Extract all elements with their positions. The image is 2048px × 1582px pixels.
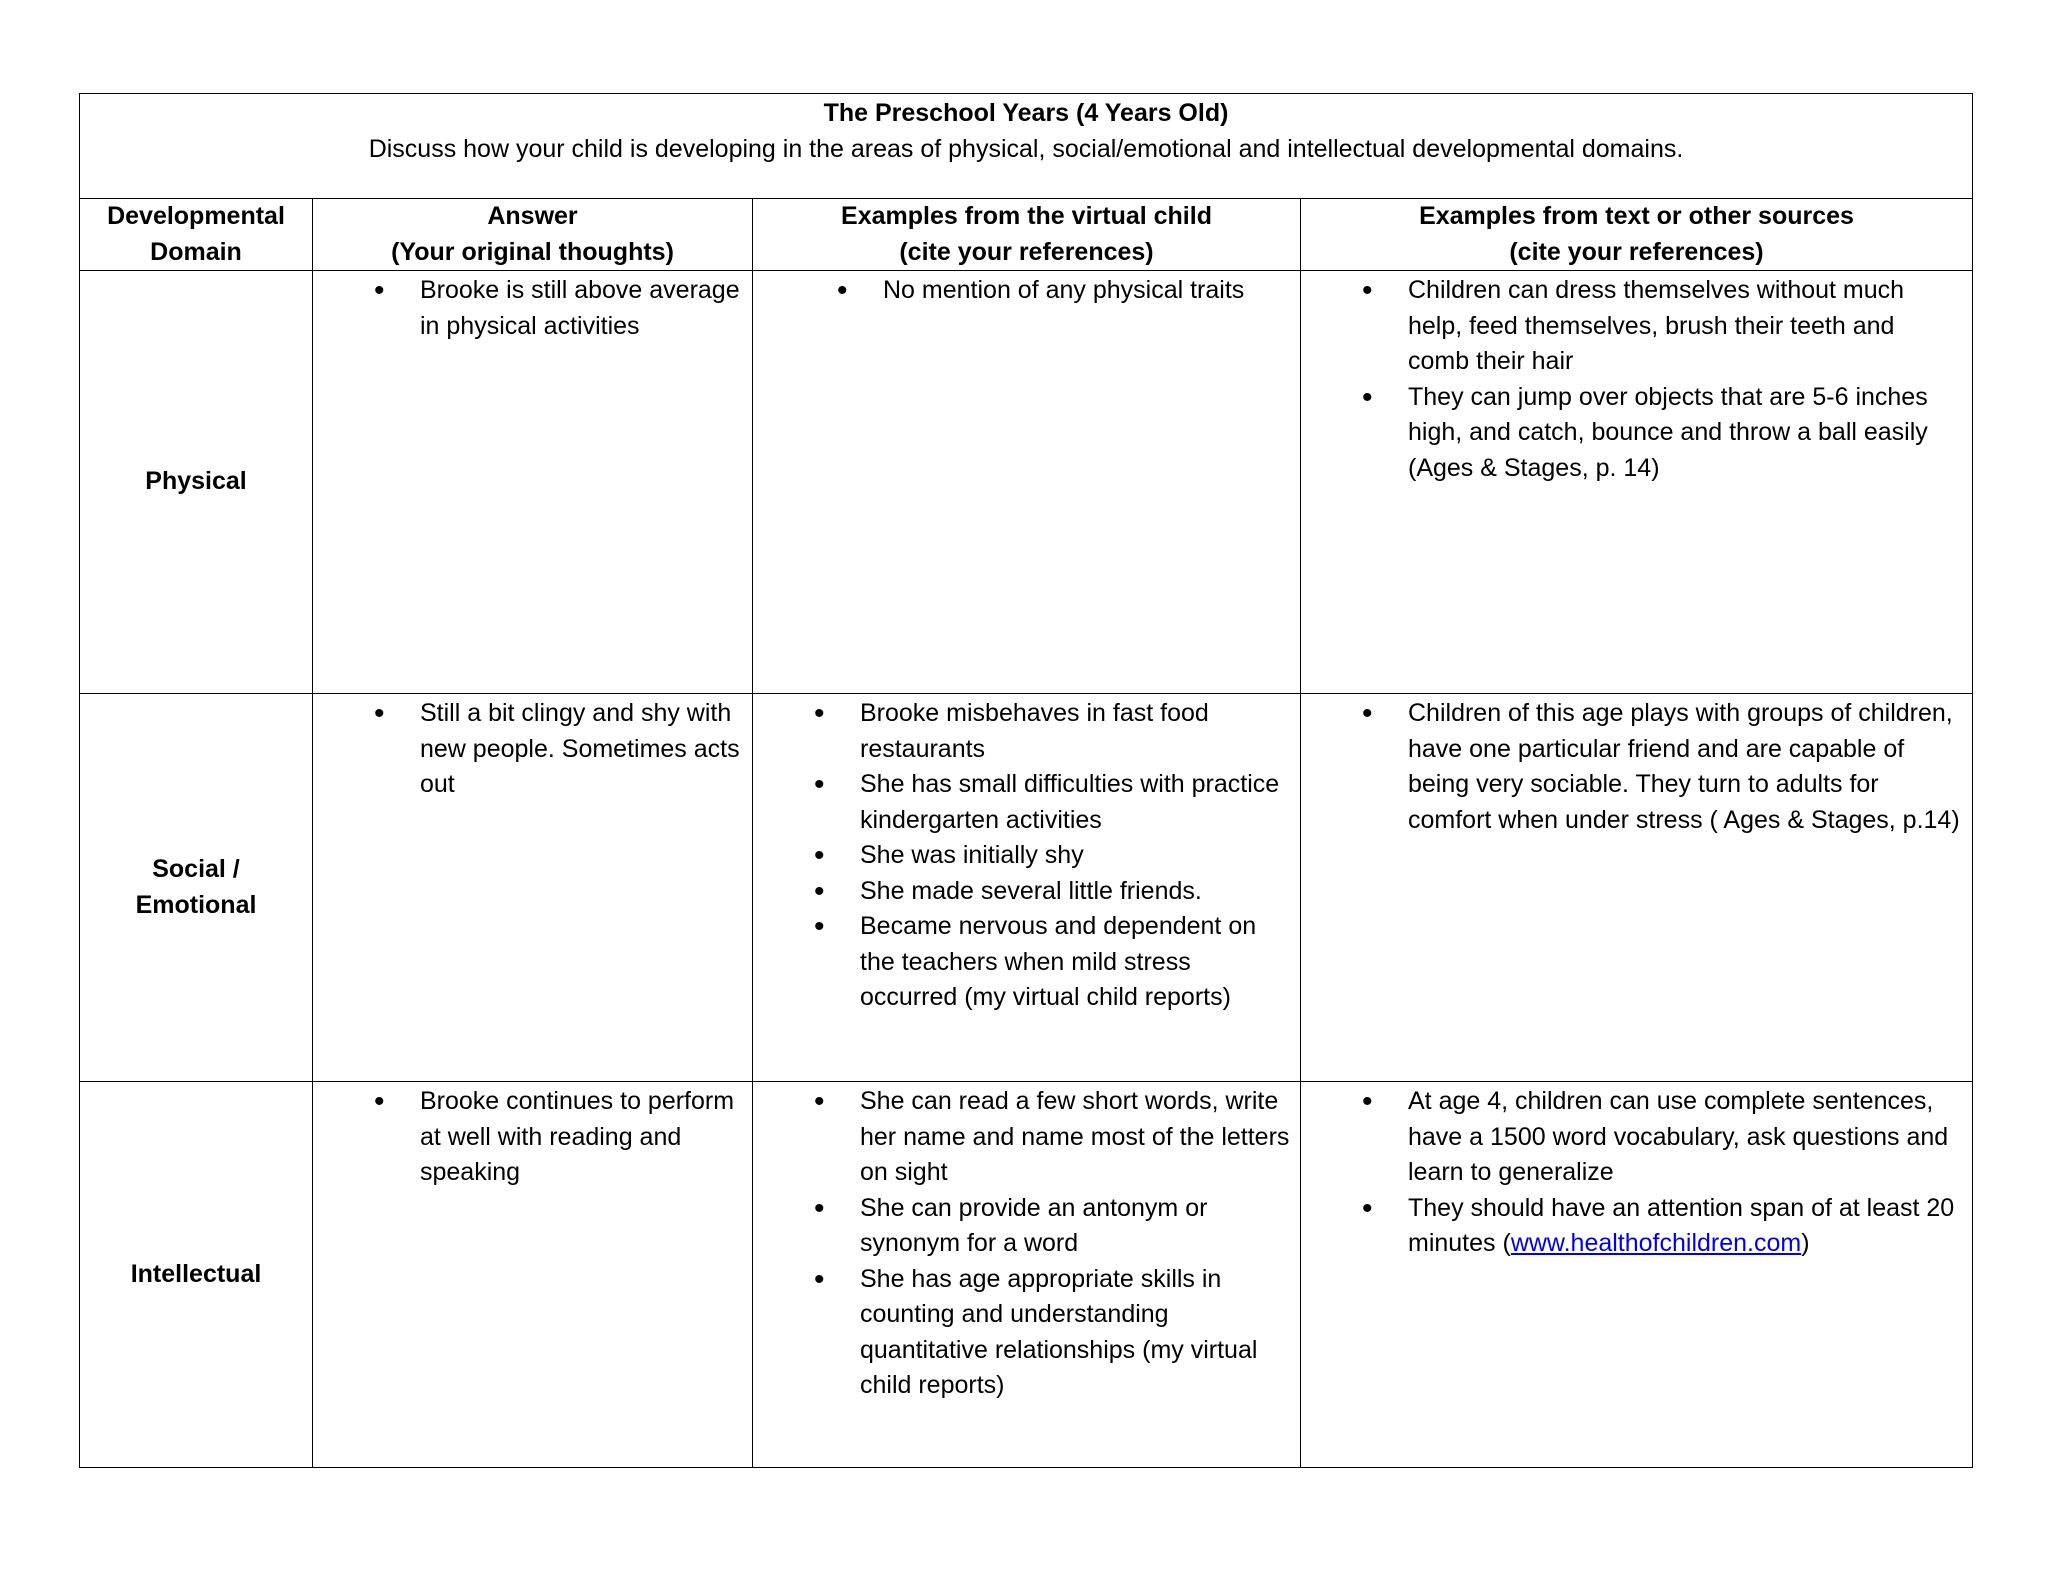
domain-intellectual: Intellectual [80,1082,313,1468]
list-item: • They should have an attention span of at least 20 minutes (www.healthofchildren.com) [1408,1191,1962,1262]
cell-social-text [1301,694,1973,1082]
list-item: • Became nervous and dependent on the teachers when mild stress occurred (my virtual child reports) [860,909,1290,1016]
list-item: • Brooke misbehaves in fast food restaurants [860,696,1290,767]
cell-intellectual-answer [313,1082,753,1468]
domain-physical: Physical [80,271,313,694]
page-title: The Preschool Years (4 Years Old) [823,99,1229,127]
cell-intellectual-virtual [753,1082,1301,1468]
domain-social-emotional: Social / Emotional [80,694,313,1082]
cell-physical-answer [313,271,753,694]
list-item: • She was initially shy [860,838,1290,874]
list-item: • Children of this age plays with groups of children, have one particular friend and are capable of being very sociable. They turn to adults for comfort when under stress ( Ages & Stages, p.14) [1408,696,1962,838]
list-item: • At age 4, children can use complete sentences, have a 1500 word vocabulary, ask questions and learn to generalize [1408,1084,1962,1191]
header-virtual-child: Examples from the virtual child (cite your references) [753,199,1301,271]
development-table [79,93,1973,1468]
list-item: • She can provide an antonym or synonym for a word [860,1191,1290,1262]
header-answer: Answer (Your original thoughts) [313,199,753,271]
list-item: • They can jump over objects that are 5-6 inches high, and catch, bounce and throw a ball easily (Ages & Stages, p. 14) [1408,380,1962,487]
cell-social-answer [313,694,753,1082]
table-row-intellectual [80,1082,1973,1468]
header-text-sources: Examples from text or other sources (cite your references) [1301,199,1973,271]
list-item: • She has age appropriate skills in counting and understanding quantitative relationships (my virtual child reports) [860,1262,1290,1404]
list-item: • Children can dress themselves without much help, feed themselves, brush their teeth and comb their hair [1408,273,1962,380]
list-item: • Still a bit clingy and shy with new people. Sometimes acts out [420,696,742,803]
list-item: • Brooke continues to perform at well with reading and speaking [420,1084,742,1191]
cell-social-virtual [753,694,1301,1082]
cell-physical-virtual [753,271,1301,694]
table-title-cell [80,94,1973,199]
table-row-physical [80,271,1973,694]
list-item: • Brooke is still above average in physical activities [420,273,742,344]
list-item: • She made several little friends. [860,874,1290,910]
page-subtitle: Discuss how your child is developing in the areas of physical, social/emotional and intellectual developmental domains. [368,134,1684,163]
list-item: • No mention of any physical traits [883,273,1290,309]
healthofchildren-link[interactable]: www.healthofchildren.com [1510,1229,1802,1257]
table-row-social [80,694,1973,1082]
cell-physical-text [1301,271,1973,694]
list-item: • She can read a few short words, write her name and name most of the letters on sight [860,1084,1290,1191]
cell-intellectual-text [1301,1082,1973,1468]
header-domain: Developmental Domain [80,199,313,271]
list-item: • She has small difficulties with practice kindergarten activities [860,767,1290,838]
